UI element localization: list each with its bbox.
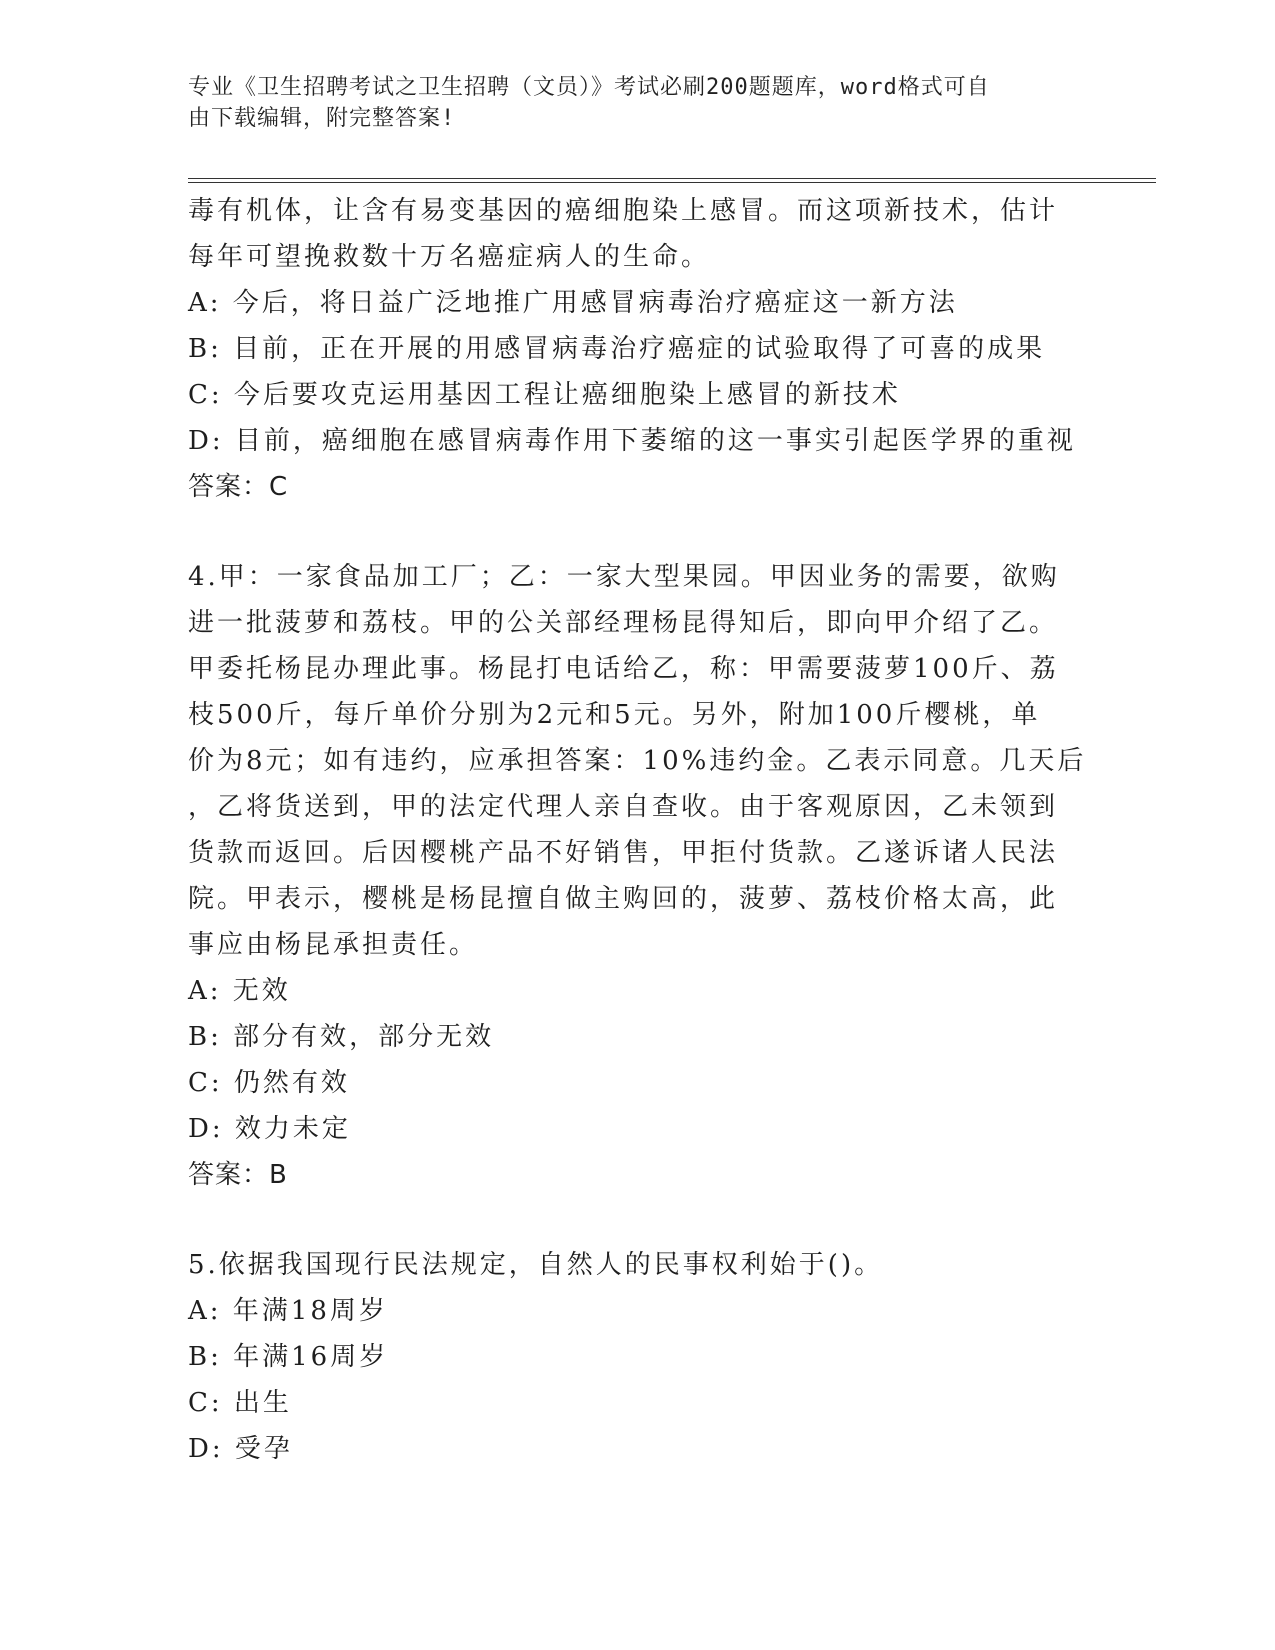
question-3-answer: 答案：C xyxy=(188,472,289,502)
question-4 xyxy=(188,554,1088,1198)
question-3-option-b: B: 目前，正在开展的用感冒病毒治疗癌症的试验取得了可喜的成果 xyxy=(188,334,1046,364)
question-3-stem-line-2: 每年可望挽救数十万名癌症病人的生命。 xyxy=(188,242,711,272)
spacer xyxy=(188,1198,1088,1242)
question-4-stem-line-6: ，乙将货送到，甲的法定代理人亲自查收。由于客观原因，乙未领到 xyxy=(188,792,1059,822)
spacer xyxy=(188,510,1088,554)
question-5-option-b: B: 年满16周岁 xyxy=(188,1342,389,1372)
question-4-stem-line-2: 进一批菠萝和荔枝。甲的公关部经理杨昆得知后，即向甲介绍了乙。 xyxy=(188,608,1059,638)
question-4-option-d: D: 效力未定 xyxy=(188,1114,351,1144)
question-4-option-a: A: 无效 xyxy=(188,976,291,1006)
question-5-option-a: A: 年满18周岁 xyxy=(188,1296,388,1326)
question-5 xyxy=(188,1242,1088,1472)
question-4-stem-line-4: 枝500斤，每斤单价分别为2元和5元。另外，附加100斤樱桃，单 xyxy=(188,700,1041,730)
question-4-stem-line-5: 价为8元；如有违约，应承担答案：10%违约金。乙表示同意。几天后 xyxy=(188,746,1087,776)
question-3-stem-line-1: 毒有机体，让含有易变基因的癌细胞染上感冒。而这项新技术，估计 xyxy=(188,196,1059,226)
question-3-option-c: C: 今后要攻克运用基因工程让癌细胞染上感冒的新技术 xyxy=(188,380,901,410)
question-4-option-c: C: 仍然有效 xyxy=(188,1068,350,1098)
question-4-answer: 答案：B xyxy=(188,1160,288,1190)
question-4-option-b: B: 部分有效，部分无效 xyxy=(188,1022,495,1052)
header-double-rule xyxy=(188,178,1156,183)
question-4-stem-line-7: 货款而返回。后因樱桃产品不好销售，甲拒付货款。乙遂诉诸人民法 xyxy=(188,838,1059,868)
question-3-option-d: D: 目前，癌细胞在感冒病毒作用下萎缩的这一事实引起医学界的重视 xyxy=(188,426,1076,456)
header-title-line-2: 由下载编辑，附完整答案! xyxy=(188,106,456,131)
question-4-stem-line-8: 院。甲表示，樱桃是杨昆擅自做主购回的，菠萝、荔枝价格太高，此 xyxy=(188,884,1059,914)
question-4-stem-line-3: 甲委托杨昆办理此事。杨昆打电话给乙，称：甲需要菠萝100斤、荔 xyxy=(188,654,1059,684)
question-4-stem-line-1: 4.甲：一家食品加工厂；乙：一家大型果园。甲因业务的需要，欲购 xyxy=(188,562,1060,592)
header-title-line-1: 专业《卫生招聘考试之卫生招聘（文员）》考试必刷200题题库，word格式可自 xyxy=(188,75,990,100)
question-3-option-a: A: 今后，将日益广泛地推广用感冒病毒治疗癌症这一新方法 xyxy=(188,288,958,318)
document-body xyxy=(188,188,1088,1472)
document-header xyxy=(188,72,1068,134)
question-5-option-d: D: 受孕 xyxy=(188,1434,293,1464)
question-5-option-c: C: 出生 xyxy=(188,1388,292,1418)
question-3 xyxy=(188,188,1088,510)
question-5-stem-line-1: 5.依据我国现行民法规定，自然人的民事权利始于()。 xyxy=(188,1250,884,1280)
question-4-stem-line-9: 事应由杨昆承担责任。 xyxy=(188,930,479,960)
